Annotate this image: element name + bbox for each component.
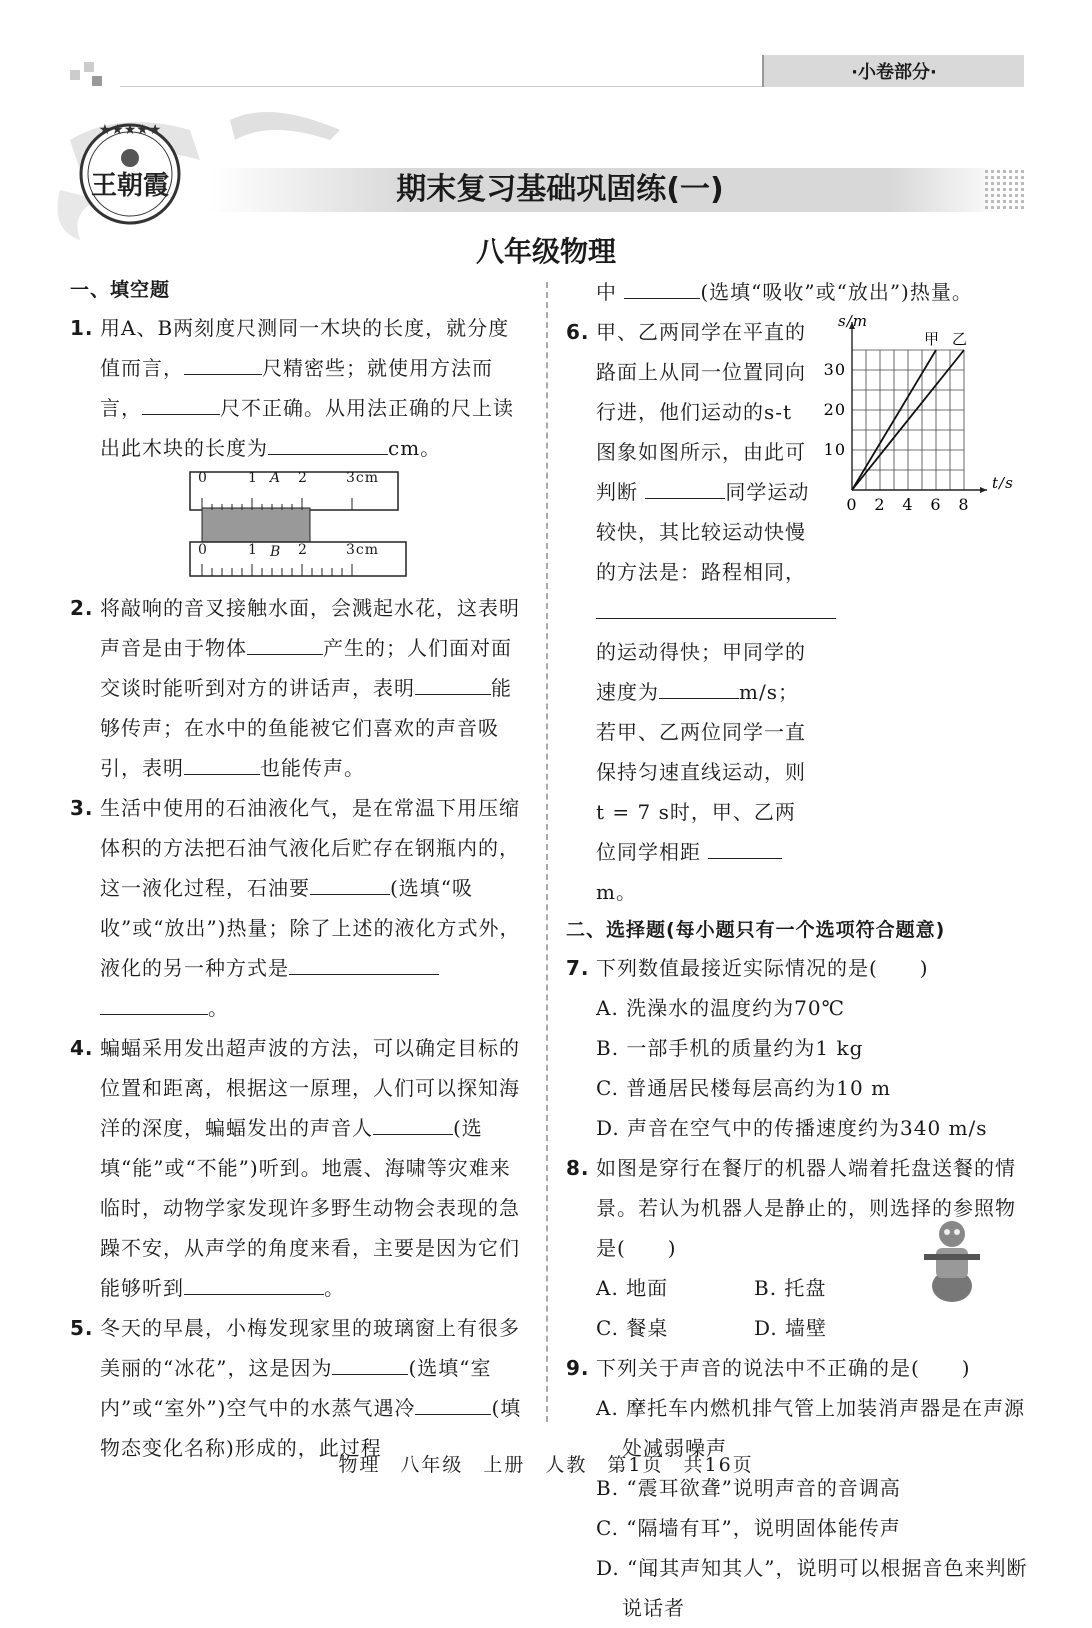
answer-blank[interactable] — [184, 752, 260, 775]
ruler-b-tick: 3cm — [346, 542, 380, 558]
ruler-a-tick: 3cm — [346, 470, 380, 486]
section-heading: 二、选择题(每小题只有一个选项符合题意) — [566, 919, 946, 941]
answer-blank[interactable] — [596, 596, 836, 619]
option[interactable]: B. “震耳欲聋”说明声音的音调高 — [596, 1476, 901, 1500]
x-tick-label: 6 — [930, 495, 942, 514]
answer-blank[interactable] — [289, 952, 439, 975]
answer-blank[interactable] — [184, 352, 262, 375]
answer-blank[interactable] — [332, 1352, 408, 1375]
page-title: 期末复习基础巩固练(一) — [396, 172, 724, 207]
question-9: 9. 下列关于声音的说法中不正确的是( ) — [566, 1356, 971, 1380]
ruler-a-tick: 2 — [298, 470, 308, 486]
x-tick-label: 0 — [846, 495, 858, 514]
question-5-continued: 中 (选填“吸收”或“放出”)热量。 — [566, 272, 1028, 312]
question-6: 0 2 4 6 8 10 20 30 t/s s/m 甲 乙 6. 甲、乙两同学在平直的路面上从同一位置同向行进，他们运动的s-t图象如图所示，由此可判断 同学运动较快，其比较运动快慢的方法是：路程相同，的运动得快；甲同学的速度为 m/s；若甲、乙两位同学一直保持匀速直线运动，则t = 7 s时，甲、乙两位同学相距 m。 — [566, 312, 1028, 912]
series-label: 乙 — [951, 330, 969, 348]
answer-blank[interactable] — [415, 1392, 491, 1415]
question-7: 7. 下列数值最接近实际情况的是( ) — [566, 956, 929, 980]
x-tick-label: 8 — [958, 495, 970, 514]
section-tag: ·小卷部分· — [762, 55, 1024, 87]
answer-blank[interactable] — [142, 392, 220, 415]
option[interactable]: A. 摩托车内燃机排气管上加装消声器是在声源处减弱噪声 — [596, 1396, 1026, 1460]
answer-blank[interactable] — [415, 672, 491, 695]
answer-blank[interactable] — [184, 1272, 324, 1295]
answer-blank[interactable] — [645, 476, 725, 499]
option[interactable]: C. “隔墙有耳”，说明固体能传声 — [596, 1516, 901, 1540]
svg-text:王朝霞: 王朝霞 — [90, 171, 170, 201]
question-1: 1. 用A、B两刻度尺测同一木块的长度，就分度值而言， 尺精密些；就使用方法而言， 尺不正确。从用法正确的尺上读出此木块的长度为 cm。 — [70, 316, 514, 460]
option[interactable]: D. 声音在空气中的传播速度约为340 m/s — [596, 1116, 988, 1140]
question-4: 4. 蝙蝠采用发出超声波的方法，可以确定目标的位置和距离，根据这一原理，人们可以探知海洋的深度，蝙蝠发出的声音人 (选填“能”或“不能”)听到。地震、海啸等灾难来临时，动物学家发现许多野生动物会表现的急躁不安，从声学的角度来看，主要是因为它们能够听到 。 — [70, 1036, 520, 1300]
brand-logo — [78, 122, 182, 226]
y-axis-label: s/m — [838, 312, 868, 330]
ruler-figure — [70, 468, 530, 588]
answer-blank[interactable] — [708, 836, 782, 859]
x-axis-label: t/s — [992, 474, 1014, 492]
ruler-b-tick: 2 — [298, 542, 308, 558]
ruler-a-label: A — [270, 470, 282, 486]
corner-square — [92, 76, 102, 86]
option[interactable]: A. 地面 — [596, 1276, 669, 1300]
dot-pattern — [985, 170, 1025, 210]
option[interactable]: D. “闻其声知其人”，说明可以根据音色来判断说话者 — [596, 1556, 1028, 1620]
corner-square — [84, 62, 94, 72]
ruler-a-tick: 1 — [248, 470, 258, 486]
answer-blank[interactable] — [100, 992, 208, 1015]
option[interactable]: D. 墙壁 — [754, 1316, 828, 1340]
ruler-b-tick: 1 — [248, 542, 258, 558]
y-tick-label: 30 — [823, 360, 846, 379]
robot-image — [922, 1214, 982, 1304]
question-5: 5. 冬天的早晨，小梅发现家里的玻璃窗上有很多美丽的“冰花”，这是因为 (选填“室内”或“室外”)空气中的水蒸气遇冷 (填物态变化名称)形成的，此过程 — [70, 1316, 522, 1460]
series-label: 甲 — [923, 330, 941, 348]
x-tick-label: 4 — [902, 495, 914, 514]
ruler-b-label: B — [270, 544, 282, 560]
left-column — [70, 272, 530, 1468]
question-2: 2. 将敲响的音叉接触水面，会溅起水花，这表明声音是由于物体 产生的；人们面对面交谈时能听到对方的讲话声，表明 能够传声；在水中的鱼能被它们喜欢的声音吸引，表明 也能传声。 — [70, 596, 520, 780]
question-3: 3. 生活中使用的石油液化气，是在常温下用压缩体积的方法把石油气液化后贮存在钢瓶内的，这一液化过程，石油要 (选填“吸收”或“放出”)热量；除了上述的液化方式外，液化的另一种方式是。 — [70, 796, 521, 1020]
answer-blank[interactable] — [310, 872, 390, 895]
y-tick-label: 20 — [823, 400, 846, 419]
answer-blank[interactable] — [247, 632, 323, 655]
st-chart — [822, 312, 1032, 522]
question-8: 8. 如图是穿行在餐厅的机器人端着托盘送餐的情景。若认为机器人是静止的，则选择的参照物是( ) A. 地面 B. 托盘 C. 餐桌 D. 墙壁 — [566, 1148, 1028, 1348]
column-divider — [546, 282, 548, 1422]
page-footer: 物理 八年级 上册 人教 第1页 共16页 — [338, 1454, 754, 1476]
corner-square — [70, 70, 80, 80]
right-column — [566, 272, 1028, 1628]
option[interactable]: B. 一部手机的质量约为1 kg — [596, 1036, 864, 1060]
svg-text:★★★★★: ★★★★★ — [98, 122, 162, 138]
header-rule — [120, 86, 762, 87]
x-axis-arrow — [980, 487, 987, 493]
ruler-a-tick: 0 — [198, 470, 208, 486]
ruler-b-tick: 0 — [198, 542, 208, 558]
section-heading: 一、填空题 — [70, 279, 171, 301]
option[interactable]: C. 普通居民楼每层高约为10 m — [596, 1076, 892, 1100]
answer-blank[interactable] — [624, 276, 700, 299]
option[interactable]: A. 洗澡水的温度约为70℃ — [596, 996, 845, 1020]
option[interactable]: B. 托盘 — [754, 1276, 827, 1300]
option[interactable]: C. 餐桌 — [596, 1316, 669, 1340]
answer-blank[interactable] — [268, 432, 388, 455]
answer-blank[interactable] — [659, 676, 739, 699]
page-subtitle: 八年级物理 — [475, 235, 616, 268]
y-tick-label: 10 — [823, 440, 846, 459]
answer-blank[interactable] — [373, 1112, 453, 1135]
x-tick-label: 2 — [874, 495, 886, 514]
